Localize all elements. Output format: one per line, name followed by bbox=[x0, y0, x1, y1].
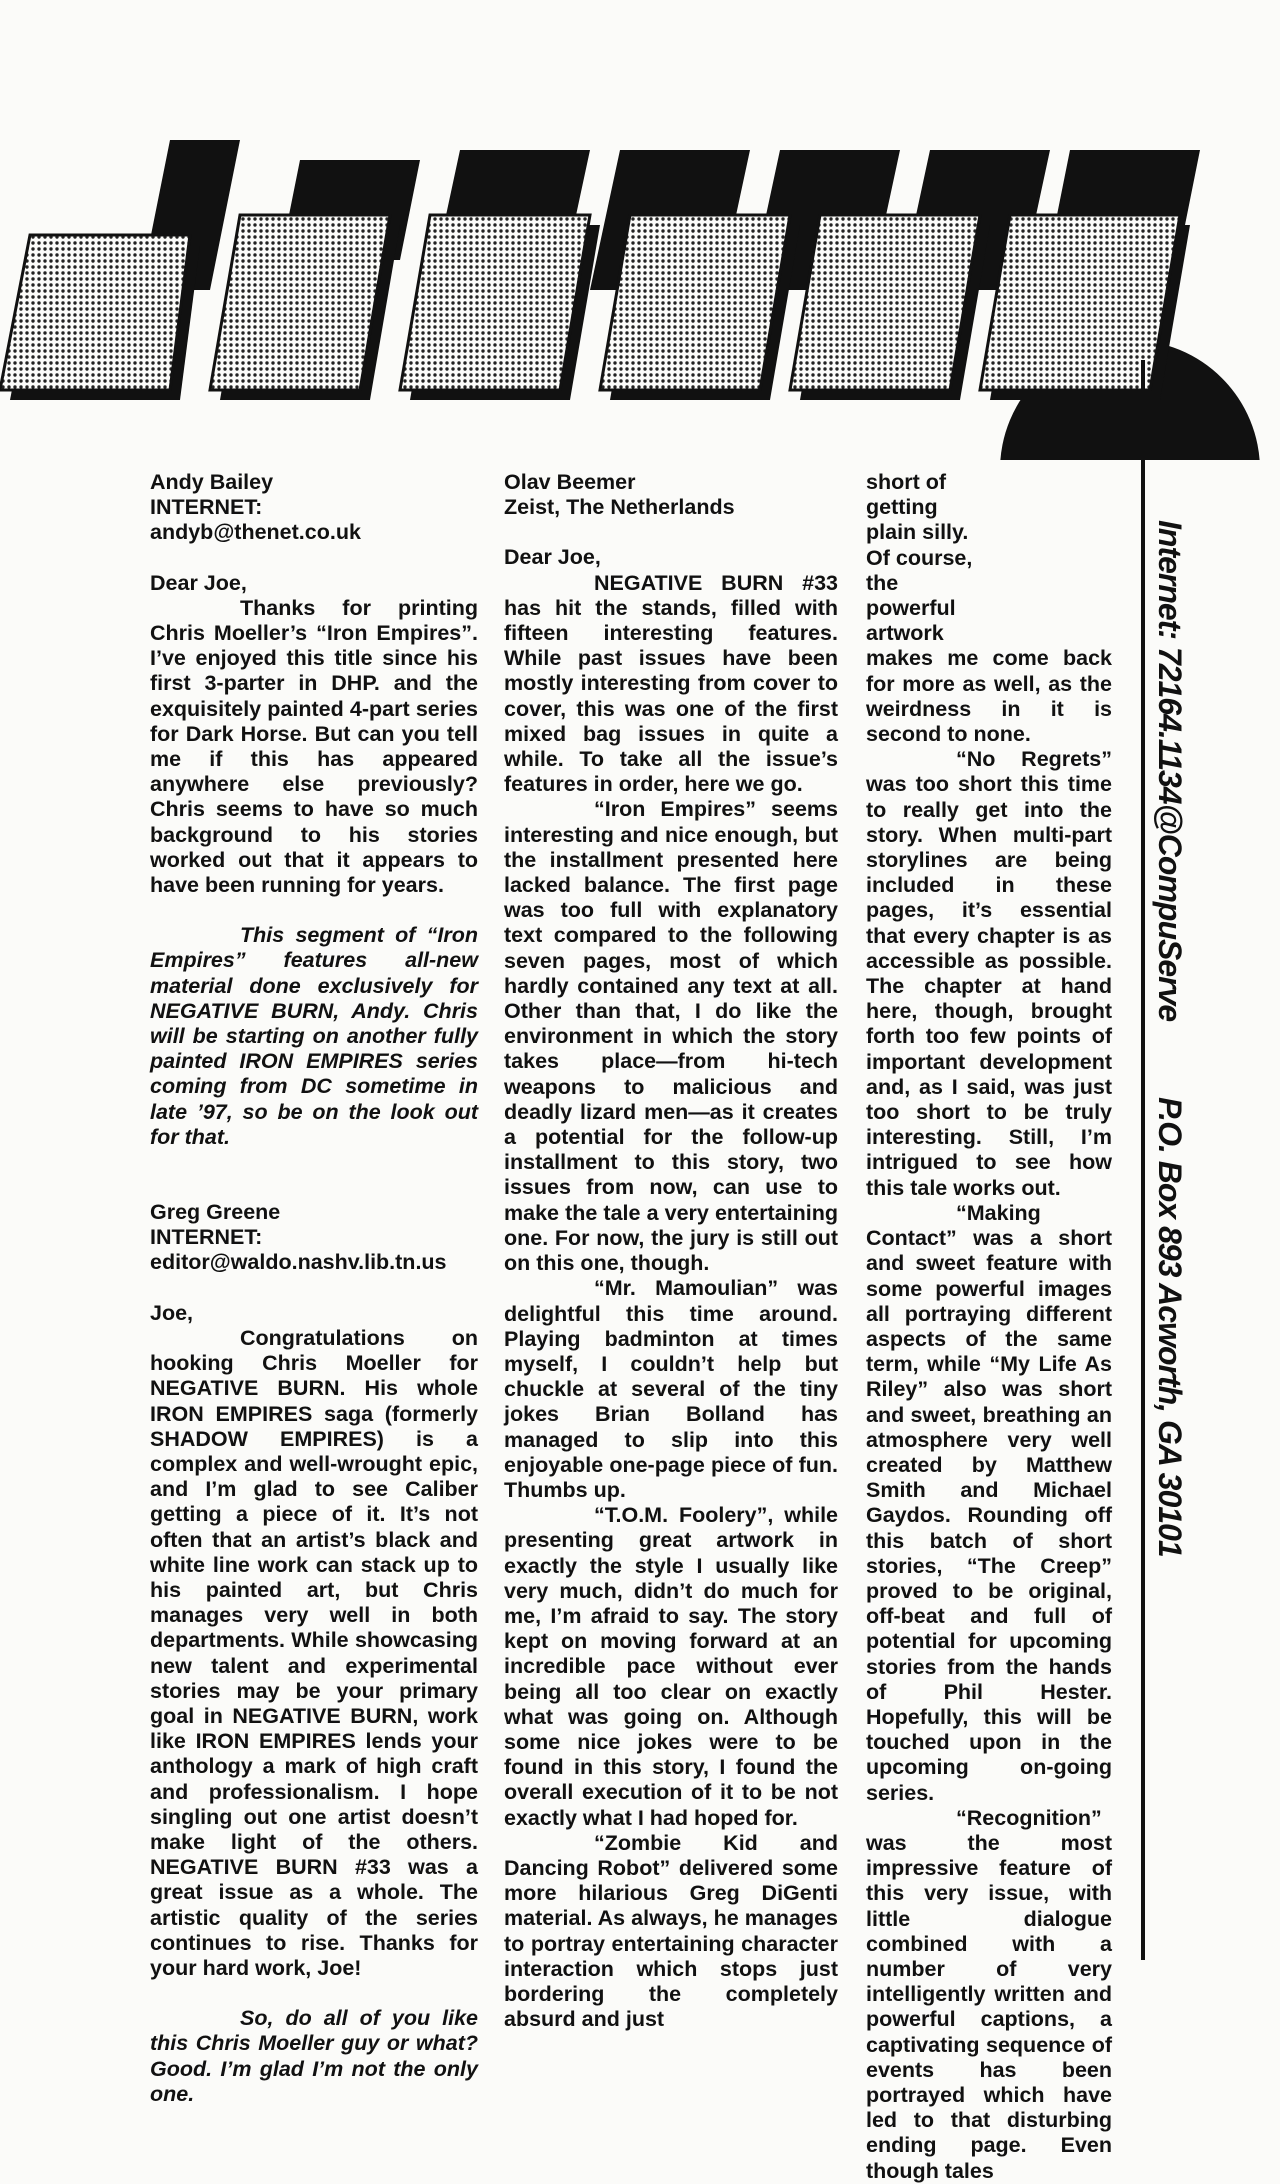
letter1-body: Thanks for printing Chris Moeller’s “Iron Empires”. I’ve enjoyed this title since his first 3-parter in DHP. and the exquisitely painted 4-part series for Dark Horse. But can you tell me if this has appeared anywhere else previously? Chris seems to have so much background to his stories worked out that it appears to have been running for years. bbox=[150, 595, 478, 898]
letter2-greeting: Joe, bbox=[150, 1300, 194, 1325]
letter3-para-1: NEGATIVE BURN #33 has hit the stands, filled with fifteen interesting features. While past issues have been mostly interesting from cover to cover, this was one of the first mixed bag issues in quite a while. To take all the issue’s features in order, here we go. bbox=[504, 570, 838, 797]
letter1-tag: INTERNET: bbox=[150, 495, 263, 520]
letter1-email: andyb@thenet.co.uk bbox=[150, 520, 361, 545]
letter1-greeting: Dear Joe, bbox=[150, 570, 247, 595]
letter3-cont-top: short of getting plain silly. Of course, the powerful artwork bbox=[866, 470, 973, 646]
letter3-para-5: “Zombie Kid and Dancing Robot” delivered some more hilarious Greg DiGenti material. As always, he manages to portray entertaining character interaction which stops just bordering the completely absurd and just bbox=[504, 1830, 838, 2032]
letters-masthead bbox=[0, 0, 1280, 460]
letter3-para-2: “Iron Empires” seems interesting and nice enough, but the installment presented here lacked balance. The first page was too full with explanatory text compared to the following seven pages, most of which hardly contained any text at all. Other than that, I do like the environment in which the story takes place—from hi-tech weapons to malicious and deadly lizard men—as it creates a potential for the follow-up installment to this story, two issues from now, can use to make the tale a very entertaining one. For now, the jury is still out on this one, though. bbox=[504, 797, 838, 1276]
column-2 bbox=[504, 470, 838, 2032]
letter3-cont-para-2: “Making Contact” was a short and sweet feature with some powerful images all portraying different aspects of the same term, while “My Life As Riley” also was short and sweet, breathing an atmosphere very well created by Matthew Smith and Michael Gaydos. Rounding off this batch of short stories, “The Creep” proved to be original, off-beat and full of potential for upcoming stories from the hands of Phil Hester. Hopefully, this will be touched upon in the upcoming on-going series. bbox=[866, 1200, 1112, 1805]
letter1-reply: This segment of “Iron Empires” features all-new material done exclusively for NEGATIVE BURN, Andy. Chris will be starting on another fully painted IRON EMPIRES series coming from DC sometime in late ’97, so be on the look out for that. bbox=[150, 923, 478, 1149]
sidebar-rule bbox=[1141, 360, 1145, 1960]
letter1-name: Andy Bailey bbox=[150, 470, 274, 494]
letter2-name: Greg Greene bbox=[150, 1200, 281, 1225]
masthead-halftone-letters bbox=[0, 215, 1190, 400]
contact-sidebar bbox=[1150, 520, 1190, 1620]
letter2-email: editor@waldo.nashv.lib.tn.us bbox=[150, 1250, 447, 1275]
letter2-reply: So, do all of you like this Chris Moeller guy or what? Good. I’m glad I’m not the only one. bbox=[150, 2006, 478, 2106]
letter2-tag: INTERNET: bbox=[150, 1225, 263, 1250]
column-1 bbox=[150, 470, 478, 2107]
letter3-greeting: Dear Joe, bbox=[504, 545, 601, 570]
letter3-place: Zeist, The Netherlands bbox=[504, 495, 735, 520]
letter3-name: Olav Beemer bbox=[504, 470, 636, 494]
letter3-cont-para-3: “Recognition” was the most impressive feature of this very issue, with little dialogue combined with a number of very intelligently written and powerful captions, a captivating sequence of events has been portrayed which have led to that disturbing ending page. Even though tales bbox=[866, 1805, 1112, 2183]
letter3-cont-para-1: “No Regrets” was too short this time to really get into the story. When multi-part storylines are being included in these pages, it’s essential that every chapter is as accessible as possible. The chapter at hand here, though, brought forth too few points of important development and, as I said, was just too short to be truly interesting. Still, I’m intrigued to see how this tale works out. bbox=[866, 747, 1112, 1200]
letter2-body: Congratulations on hooking Chris Moeller for NEGATIVE BURN. His whole IRON EMPIRES saga (formerly SHADOW EMPIRES) is a complex and well-wrought epic, and I’m glad to see Caliber getting a piece of it. It’s not often that an artist’s black and white line work can stack up to his painted art, but Chris manages very well in both departments. While showcasing new talent and experimental stories may be your primary goal in NEGATIVE BURN, work like IRON EMPIRES lends your anthology a mark of high craft and professionalism. I hope singling out one artist doesn’t make light of the others. NEGATIVE BURN #33 was a great issue as a whole. The artistic quality of the series continues to rise. Thanks for your hard work, Joe! bbox=[150, 1325, 478, 1980]
sidebar-address: P.O. Box 893 Acworth, GA 30101 bbox=[1152, 1096, 1188, 1557]
column-3 bbox=[866, 470, 1112, 2184]
letter3-para-3: “Mr. Mamoulian” was delightful this time around. Playing badminton at times myself, I couldn’t help but chuckle at several of the tiny jokes Brian Bolland has managed to slip into this enjoyable one-page piece of fun. Thumbs up. bbox=[504, 1276, 838, 1502]
sidebar-internet: Internet: 72164.1134@CompuServe bbox=[1152, 520, 1188, 1022]
letter3-cont-para-0: makes me come back for more as well, as the weirdness in it is second to none. bbox=[866, 646, 1112, 747]
letter3-para-4: “T.O.M. Foolery”, while presenting great artwork in exactly the style I usually like very much, didn’t do much for me, I’m afraid to say. The story kept on moving forward at an incredible pace without ever being all too clear on exactly what was going on. Although some nice jokes were to be found in this story, I found the overall execution of it to be not exactly what I had hoped for. bbox=[504, 1503, 838, 1830]
